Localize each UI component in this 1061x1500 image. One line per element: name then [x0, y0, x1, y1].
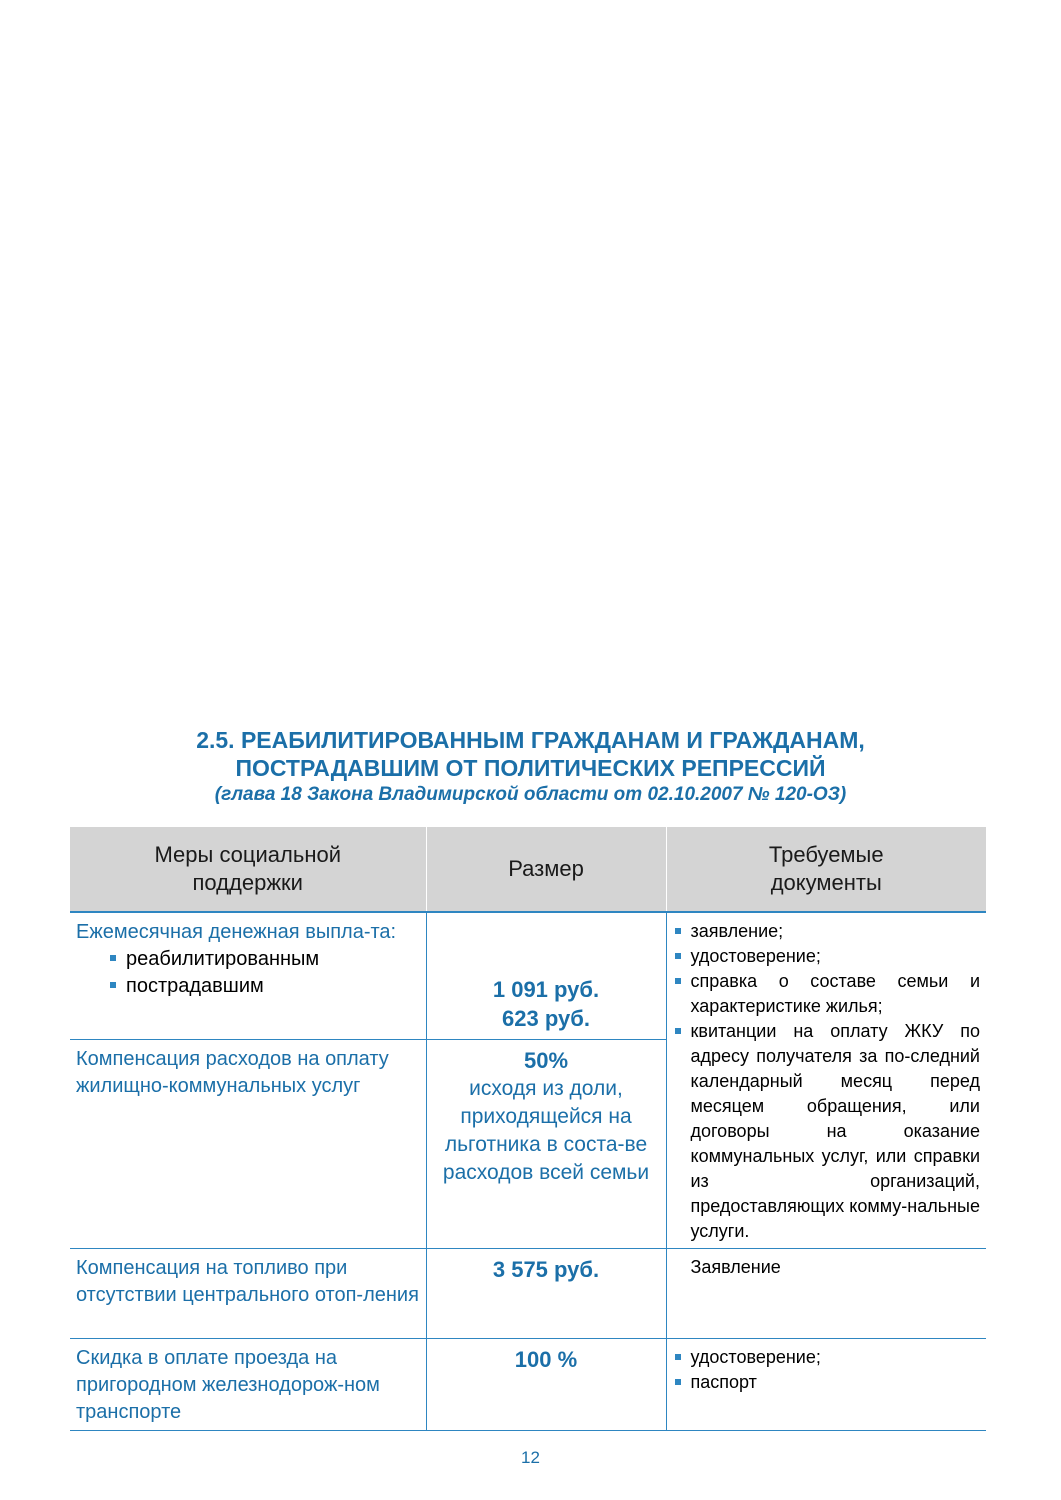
documents-cell [666, 1339, 986, 1431]
section-title-line2: ПОСТРАДАВШИМ ОТ ПОЛИТИЧЕСКИХ РЕПРЕССИЙ [235, 755, 826, 781]
amount-cell [426, 1249, 666, 1339]
table-row [70, 912, 986, 1040]
amount-value: 3 575 руб. [492, 1257, 600, 1282]
documents-list [673, 919, 981, 1244]
section-title-line1: 2.5. РЕАБИЛИТИРОВАННЫМ ГРАЖДАНАМ И ГРАЖДАНАМ, [196, 727, 865, 753]
amount-value: 623 руб. [502, 1006, 590, 1031]
header-amount: Размер [426, 827, 666, 912]
measure-sub-item: реабилитированным [110, 946, 420, 973]
header-measures-line1: Меры социальной [154, 842, 342, 867]
document-item: паспорт [673, 1370, 981, 1395]
measure-sub-list [76, 946, 420, 1000]
documents-cell [666, 1249, 986, 1339]
measure-cell [70, 1249, 426, 1339]
table-row [70, 1249, 986, 1339]
amount-value: 1 091 руб. [492, 977, 600, 1002]
table-header-row [70, 827, 986, 912]
document-item: заявление; [673, 919, 981, 944]
amount-cell [426, 912, 666, 1040]
amount-description: исходя из доли, приходящейся на льготника в соста-ве расходов всей семьи [442, 1077, 650, 1185]
header-documents-line1: Требуемые [768, 842, 884, 867]
amount-value: 50% [523, 1048, 569, 1074]
section-header [0, 726, 1061, 808]
document-item: удостоверение; [673, 944, 981, 969]
header-documents [666, 827, 986, 912]
document-item: справка о составе семьи и характеристике жилья; [673, 969, 981, 1019]
section-subtitle: (глава 18 Закона Владимирской области от 02.10.2007 № 120-ОЗ) [214, 784, 847, 805]
measure-text: Ежемесячная денежная выпла-та: [76, 921, 397, 943]
documents-list [673, 1345, 981, 1395]
measure-text: Компенсация на топливо при отсутствии центрального отоп-ления [76, 1257, 419, 1306]
table-row [70, 1339, 986, 1431]
benefits-table [70, 827, 986, 1431]
measure-sub-item: пострадавшим [110, 973, 420, 1000]
measure-cell [70, 1339, 426, 1431]
document-item: квитанции на оплату ЖКУ по адресу получателя за по-следний календарный месяц перед месяцем обращения, или договоры на оказание коммунальных услуг, или справки из организаций, предоставляющих комму-нальные услуги. [673, 1019, 981, 1244]
measure-cell [70, 1040, 426, 1249]
amount-value: 100 % [514, 1347, 578, 1372]
header-measures [70, 827, 426, 912]
header-measures-line2: поддержки [192, 870, 303, 895]
header-documents-line2: документы [770, 870, 882, 895]
document-item: удостоверение; [673, 1345, 981, 1370]
measure-text: Компенсация расходов на оплату жилищно-коммунальных услуг [76, 1048, 389, 1098]
documents-cell [666, 912, 986, 1249]
page-number: 12 [521, 1448, 540, 1467]
document-item: Заявление [690, 1257, 781, 1277]
measure-cell [70, 912, 426, 1040]
amount-cell [426, 1040, 666, 1249]
measure-text: Скидка в оплате проезда на пригородном железнодорож-ном транспорте [76, 1347, 380, 1423]
amount-cell [426, 1339, 666, 1431]
